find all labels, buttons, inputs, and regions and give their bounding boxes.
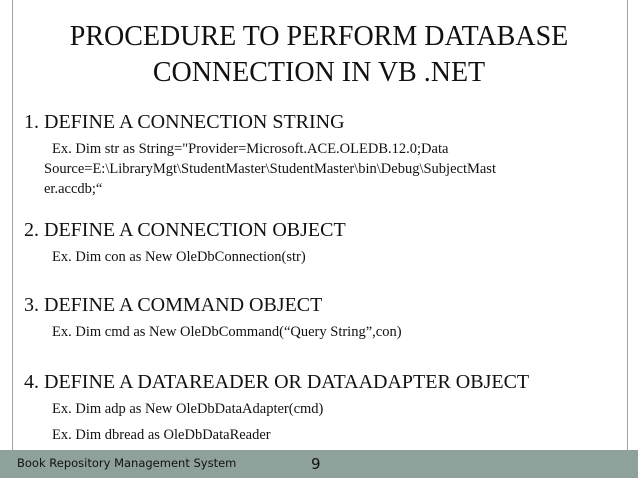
slide-title-line-2: CONNECTION IN VB .NET [152, 57, 486, 88]
slide-title-line-1: PROCEDURE TO PERFORM DATABASE [69, 21, 569, 52]
step-3-example: Ex. Dim cmd as New OleDbCommand(“Query String”,con) [52, 324, 402, 340]
step-2-heading: 2. DEFINE A CONNECTION OBJECT [24, 219, 346, 241]
slide-border-right [627, 0, 628, 450]
step-2-example: Ex. Dim con as New OleDbConnection(str) [52, 249, 306, 265]
step-1-heading: 1. DEFINE A CONNECTION STRING [24, 111, 345, 133]
step-3-heading: 3. DEFINE A COMMAND OBJECT [24, 294, 323, 316]
footer-title: Book Repository Management System [17, 456, 237, 470]
slide-border-left [12, 0, 13, 450]
step-1-example-line-1: Ex. Dim str as String="Provider=Microsoft.ACE.OLEDB.12.0;Data [52, 141, 449, 157]
footer-bar [0, 450, 638, 478]
step-4-example-line-1: Ex. Dim adp as New OleDbDataAdapter(cmd) [52, 401, 324, 417]
step-4-heading: 4. DEFINE A DATAREADER OR DATAADAPTER OBJECT [24, 371, 530, 393]
step-1-example-line-3: er.accdb;“ [44, 181, 103, 197]
step-1-example-line-2: Source=E:\LibraryMgt\StudentMaster\StudentMaster\bin\Debug\SubjectMast [44, 161, 496, 177]
step-4-example-line-2: Ex. Dim dbread as OleDbDataReader [52, 427, 271, 443]
page-number: 9 [311, 455, 321, 473]
